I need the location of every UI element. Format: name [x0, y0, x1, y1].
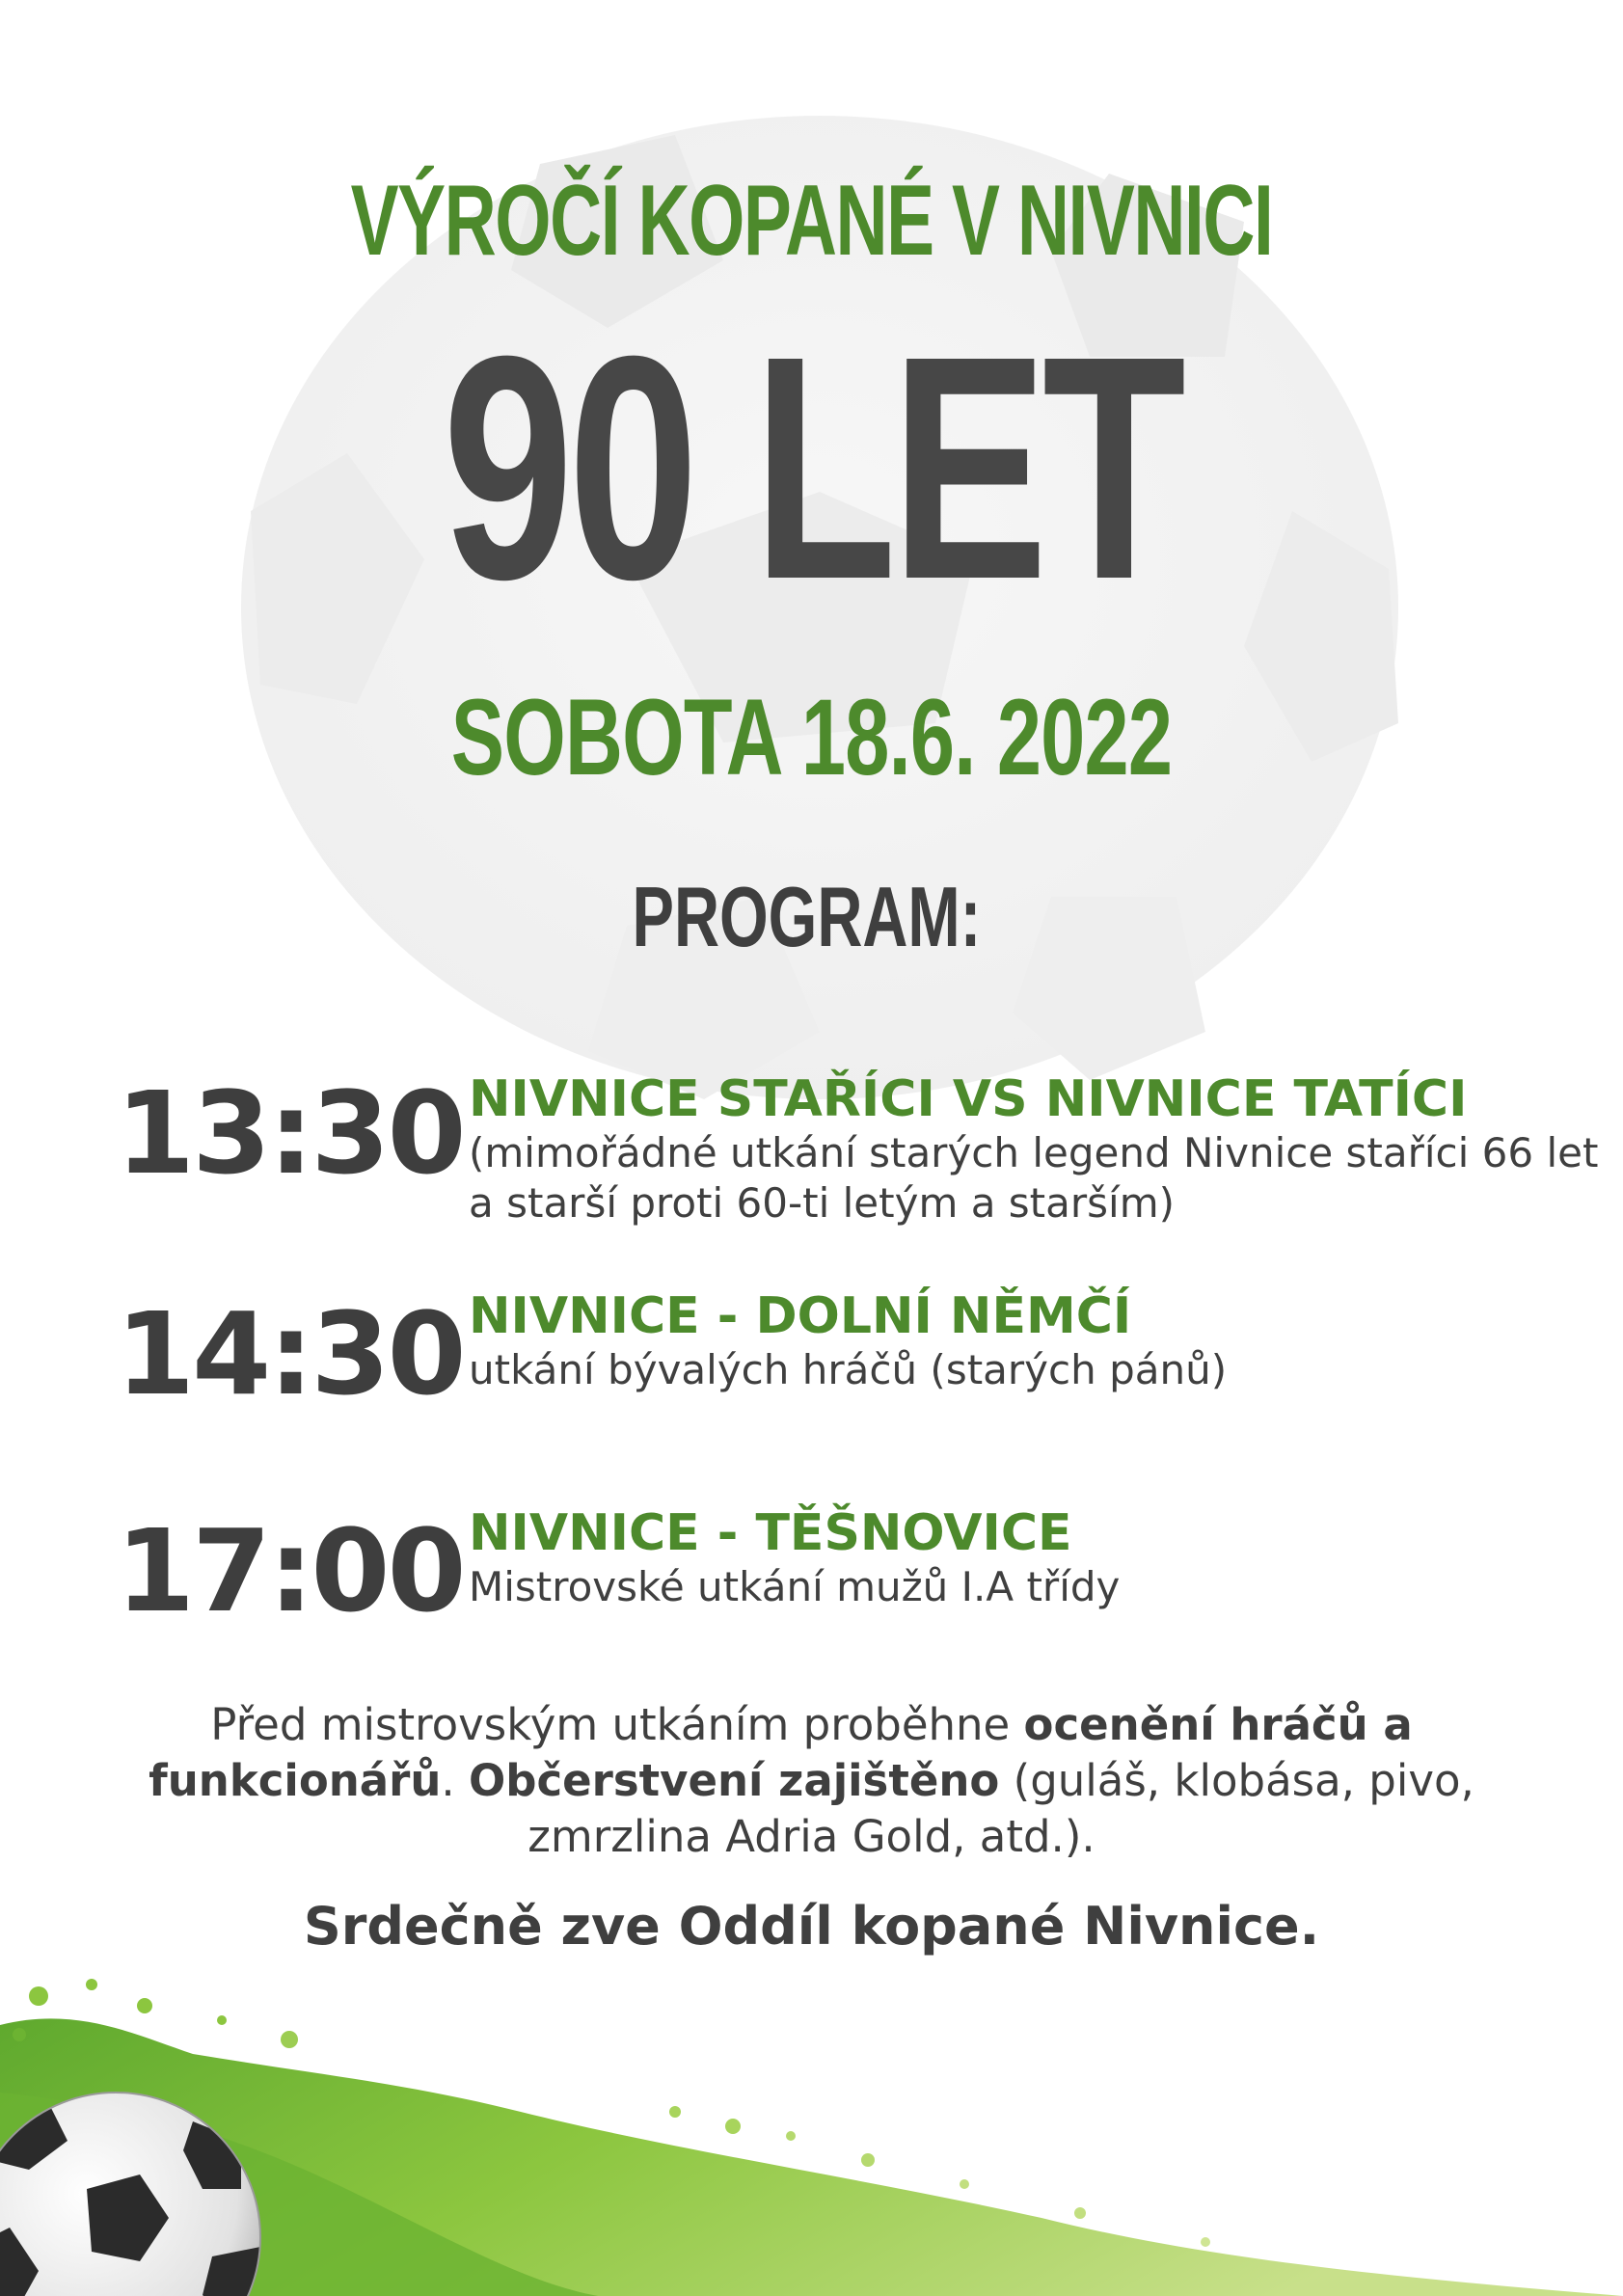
info-highlight-awards: ocenění hráčů a funkcionářů: [149, 1699, 1413, 1806]
info-text: (guláš, klobása, pivo, zmrzlina Adria Gold, atd.).: [527, 1755, 1474, 1862]
program-text: [469, 1070, 1623, 1229]
program-time: 13:30: [116, 1067, 464, 1200]
program-text: [469, 1504, 1623, 1612]
event-title: VÝROČÍ KOPANÉ V NIVNICI: [350, 165, 1273, 277]
program-heading: PROGRAM:: [632, 869, 982, 964]
program-match: NIVNICE STAŘÍCI VS NIVNICE TATÍCI: [469, 1070, 1468, 1128]
event-date: SOBOTA 18.6. 2022: [450, 677, 1173, 797]
program-time: 14:30: [116, 1287, 464, 1420]
info-highlight-refreshments: Občerstvení zajištěno: [469, 1755, 1000, 1806]
program-description: Mistrovské utkání mužů I.A třídy: [469, 1563, 1121, 1610]
info-text: .: [441, 1755, 470, 1806]
program-match: NIVNICE - DOLNÍ NĚMČÍ: [469, 1287, 1132, 1345]
info-text: Před mistrovským utkáním proběhne: [210, 1699, 1024, 1750]
program-text: [469, 1287, 1623, 1395]
program-description: (mimořádné utkání starých legend Nivnice staříci 66 let a starší proti 60-ti letým a starším): [469, 1129, 1599, 1227]
program-time: 17:00: [116, 1504, 464, 1637]
program-match: NIVNICE - TĚŠNOVICE: [469, 1504, 1072, 1562]
event-info-paragraph: [116, 1697, 1507, 1865]
soccer-ball-icon: [0, 2083, 270, 2296]
program-description: utkání bývalých hráčů (starých pánů): [469, 1346, 1228, 1393]
invitation-signature: Srdečně zve Oddíl kopané Nivnice.: [303, 1896, 1320, 1957]
anniversary-heading: 90 LET: [442, 289, 1181, 645]
